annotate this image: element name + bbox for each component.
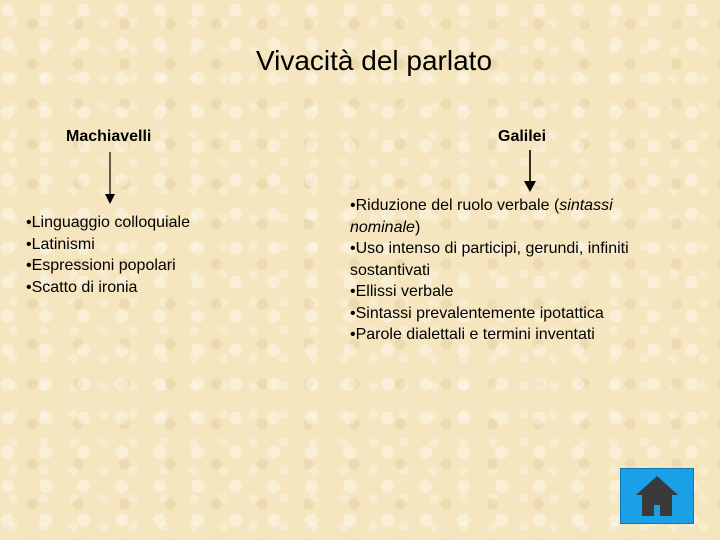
list-item-text: Riduzione del ruolo verbale ( (355, 197, 560, 214)
list-item: • Uso intenso di participi, gerundi, infiniti sostantivati (350, 238, 680, 281)
list-item: • Scatto di ironia (26, 277, 246, 299)
home-icon (621, 469, 693, 523)
list-item: • Linguaggio colloquiale (26, 212, 246, 234)
machiavelli-list (26, 212, 246, 298)
list-item: • Sintassi prevalentemente ipotattica (350, 303, 680, 325)
heading-galilei: Galilei (498, 128, 547, 145)
arrow-down-right (520, 150, 540, 192)
galilei-list (350, 195, 680, 346)
list-item: • Latinismi (26, 234, 246, 256)
list-item: • Ellissi verbale (350, 281, 680, 303)
list-item-text-end: ) (414, 218, 421, 236)
arrow-down-left (100, 152, 120, 204)
list-item (350, 195, 680, 238)
home-button[interactable] (620, 468, 694, 524)
list-item: • Espressioni popolari (26, 255, 246, 277)
list-item-italic-text: sintassi nominale (350, 197, 613, 236)
slide-title: Vivacità del parlato (255, 44, 493, 76)
list-item: • Parole dialettali e termini inventati (350, 324, 680, 346)
heading-machiavelli: Machiavelli (66, 128, 152, 145)
